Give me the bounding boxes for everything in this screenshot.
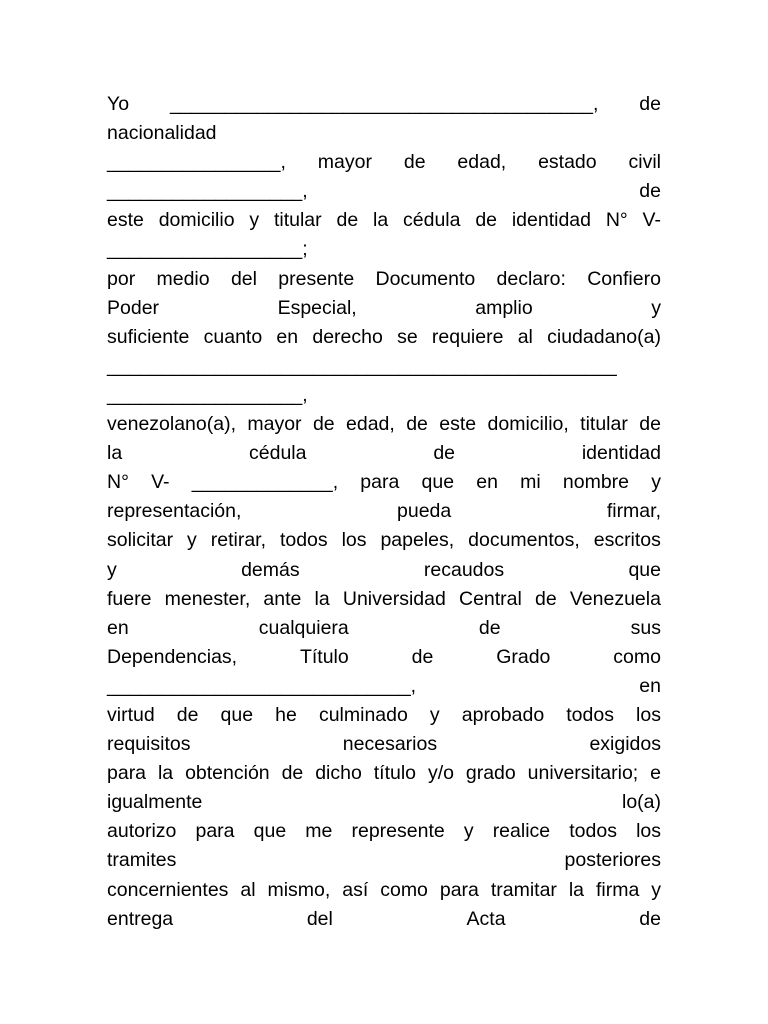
text-word: requisitos bbox=[107, 733, 191, 756]
text-word: la bbox=[107, 442, 123, 465]
text-line bbox=[107, 672, 661, 701]
text-word: Especial, bbox=[277, 296, 357, 319]
text-word: e bbox=[650, 762, 661, 785]
text-word: requiere bbox=[431, 325, 504, 348]
text-word: de bbox=[535, 587, 557, 610]
text-word: igualmente bbox=[107, 791, 203, 814]
text-word: y bbox=[463, 820, 474, 843]
text-word: ____________________________, bbox=[107, 674, 417, 697]
text-word: _______________________________________, bbox=[169, 93, 599, 115]
text-line bbox=[107, 410, 661, 439]
text-word: de bbox=[639, 413, 661, 436]
text-word: solicitar bbox=[107, 529, 174, 552]
text-word: retirar, bbox=[210, 529, 266, 552]
text-word: identidad bbox=[511, 209, 591, 232]
text-word: represente bbox=[351, 820, 445, 843]
text-line bbox=[107, 294, 661, 323]
text-word: al bbox=[517, 325, 533, 348]
text-line bbox=[107, 90, 661, 119]
text-word: y bbox=[429, 703, 440, 726]
text-word: Confiero bbox=[587, 267, 661, 290]
text-word: y bbox=[651, 878, 661, 901]
text-word: mi bbox=[520, 471, 541, 494]
text-word: los bbox=[636, 703, 661, 726]
text-word: la bbox=[373, 209, 389, 232]
text-word: civil bbox=[628, 151, 661, 174]
text-word: edad, bbox=[346, 413, 395, 436]
text-word: los bbox=[341, 529, 367, 552]
text-word: tramitar bbox=[490, 878, 557, 901]
text-word: por bbox=[107, 267, 136, 290]
text-word: concernientes bbox=[107, 878, 229, 901]
text-word: del bbox=[230, 267, 257, 290]
text-word: tramites bbox=[107, 849, 177, 872]
text-word: la bbox=[157, 762, 174, 785]
text-word: Yo bbox=[107, 93, 130, 115]
text-word: para bbox=[439, 878, 479, 901]
text-word: al bbox=[240, 878, 256, 901]
text-word: entrega bbox=[107, 907, 174, 930]
text-word: grado bbox=[465, 762, 516, 785]
text-word: virtud bbox=[107, 703, 155, 726]
text-word: este bbox=[439, 413, 477, 436]
text-word: y bbox=[651, 471, 661, 494]
text-word: Poder bbox=[107, 296, 160, 319]
text-line bbox=[107, 614, 661, 643]
text-word: de bbox=[639, 180, 661, 203]
text-word: titular bbox=[273, 209, 322, 232]
text-line bbox=[107, 439, 661, 468]
text-word: Documento bbox=[375, 267, 476, 290]
text-word: autorizo bbox=[107, 820, 177, 843]
text-word: nacionalidad bbox=[107, 122, 217, 145]
text-word: venezolano(a), bbox=[107, 413, 236, 436]
text-word: representación, bbox=[107, 500, 242, 523]
text-word: para bbox=[360, 471, 400, 494]
text-word: exigidos bbox=[589, 733, 661, 756]
text-word: derecho bbox=[312, 325, 383, 348]
text-word: cualquiera bbox=[258, 616, 349, 639]
text-word: N° bbox=[605, 209, 628, 232]
text-word: posteriores bbox=[564, 849, 661, 872]
text-word: para bbox=[195, 820, 235, 843]
text-word: edad, bbox=[457, 151, 507, 174]
text-word: los bbox=[636, 820, 661, 843]
text-word: firma bbox=[595, 878, 640, 901]
text-word: todos bbox=[279, 529, 328, 552]
text-word: mayor bbox=[247, 413, 302, 436]
text-line bbox=[107, 556, 661, 585]
text-word: Venezuela bbox=[569, 587, 661, 610]
text-line bbox=[107, 526, 661, 555]
text-word: para bbox=[107, 762, 147, 785]
text-word: sus bbox=[630, 616, 661, 639]
text-word: cédula bbox=[249, 442, 307, 465]
text-line bbox=[107, 643, 661, 672]
text-word: de bbox=[312, 413, 335, 436]
text-word: Universidad bbox=[342, 587, 446, 610]
text-word: aprobado bbox=[461, 703, 545, 726]
text-word: presente bbox=[278, 267, 355, 290]
text-word: suficiente bbox=[107, 325, 190, 348]
text-word: se bbox=[397, 325, 418, 348]
text-word: mayor bbox=[317, 151, 372, 174]
text-word: __________________, bbox=[107, 180, 308, 203]
text-word: universitario; bbox=[527, 762, 639, 785]
text-line bbox=[107, 759, 661, 788]
text-word: domicilio bbox=[158, 209, 235, 232]
text-word: título bbox=[373, 762, 417, 785]
text-word: y bbox=[107, 558, 117, 581]
text-word: amplio bbox=[475, 296, 533, 319]
text-word: Acta bbox=[466, 907, 506, 930]
text-word: declaro: bbox=[496, 267, 566, 290]
text-word: de bbox=[639, 907, 661, 930]
text-word: y bbox=[187, 529, 197, 552]
text-word: en bbox=[276, 325, 299, 348]
text-word: titular bbox=[580, 413, 628, 436]
text-line bbox=[107, 352, 661, 381]
text-line bbox=[107, 905, 661, 934]
text-word: de bbox=[406, 413, 428, 436]
text-line bbox=[107, 206, 661, 235]
text-word: domicilio, bbox=[487, 413, 569, 436]
text-word: de bbox=[433, 442, 456, 465]
text-line bbox=[107, 788, 661, 817]
text-word: de bbox=[411, 645, 434, 668]
text-word: que bbox=[421, 471, 455, 494]
text-word: que bbox=[253, 820, 287, 843]
text-word: todos bbox=[569, 820, 617, 843]
text-word: menester, bbox=[164, 587, 251, 610]
text-word: que bbox=[628, 558, 661, 581]
text-word: medio bbox=[156, 267, 210, 290]
text-word: de bbox=[403, 151, 426, 174]
text-word: de bbox=[478, 616, 501, 639]
text-line bbox=[107, 585, 661, 614]
text-word: de bbox=[475, 209, 498, 232]
text-word: demás bbox=[241, 558, 300, 581]
text-word: lo(a) bbox=[621, 791, 661, 814]
text-word: de bbox=[281, 762, 304, 785]
text-word: ante bbox=[263, 587, 302, 610]
text-word: dicho bbox=[315, 762, 362, 785]
text-word: _____________, bbox=[191, 471, 339, 494]
text-line bbox=[107, 381, 661, 410]
text-word: de bbox=[639, 93, 661, 115]
text-word: cédula bbox=[403, 209, 461, 232]
text-line bbox=[107, 730, 661, 759]
text-line bbox=[107, 323, 661, 352]
text-line bbox=[107, 177, 661, 206]
text-word: realice bbox=[492, 820, 551, 843]
text-word: N° bbox=[107, 471, 129, 494]
text-word: Grado bbox=[496, 645, 551, 668]
text-line bbox=[107, 265, 661, 294]
text-word: ________________, bbox=[107, 151, 286, 174]
text-word: culminado bbox=[318, 703, 408, 726]
text-word: documentos, bbox=[468, 529, 580, 552]
text-word: identidad bbox=[581, 442, 661, 465]
text-word: y bbox=[651, 296, 661, 319]
text-word: nombre bbox=[562, 471, 630, 494]
text-word: Central bbox=[458, 587, 522, 610]
text-line bbox=[107, 701, 661, 730]
text-word: he bbox=[275, 703, 297, 726]
text-word: V- bbox=[151, 471, 170, 494]
text-word: cuanto bbox=[203, 325, 263, 348]
text-word: del bbox=[306, 907, 333, 930]
text-word: este bbox=[107, 209, 144, 232]
text-word: como bbox=[613, 645, 661, 668]
text-word: __________________; bbox=[107, 238, 308, 261]
text-word: ciudadano(a) bbox=[547, 325, 661, 348]
text-word: necesarios bbox=[342, 733, 438, 756]
text-word: en bbox=[107, 616, 129, 639]
text-word: Título bbox=[299, 645, 349, 668]
text-word: recaudos bbox=[423, 558, 505, 581]
text-word: mismo, bbox=[267, 878, 331, 901]
text-word: pueda bbox=[397, 500, 452, 523]
text-word: todos bbox=[566, 703, 614, 726]
text-word: y bbox=[249, 209, 260, 232]
text-word: escritos bbox=[593, 529, 661, 552]
text-word: la bbox=[568, 878, 585, 901]
text-line bbox=[107, 148, 661, 177]
text-line bbox=[107, 119, 661, 148]
document-body bbox=[107, 90, 661, 934]
text-word: _______________________________________________ bbox=[107, 354, 617, 377]
text-word: papeles, bbox=[380, 529, 455, 552]
text-word: de bbox=[176, 703, 199, 726]
text-word: como bbox=[380, 878, 428, 901]
text-word: V- bbox=[642, 209, 661, 232]
text-word: __________________, bbox=[107, 383, 308, 406]
text-word: me bbox=[305, 820, 333, 843]
text-line bbox=[107, 846, 661, 875]
text-word: estado bbox=[538, 151, 597, 174]
text-word: que bbox=[220, 703, 254, 726]
text-word: obtención bbox=[185, 762, 270, 785]
text-word: la bbox=[314, 587, 330, 610]
text-line bbox=[107, 876, 661, 905]
text-word: así bbox=[342, 878, 369, 901]
text-word: en bbox=[476, 471, 498, 494]
text-word: Dependencias, bbox=[107, 645, 238, 668]
text-word: firmar, bbox=[606, 500, 661, 523]
text-line bbox=[107, 817, 661, 846]
text-line bbox=[107, 497, 661, 526]
text-line bbox=[107, 235, 661, 264]
text-word: de bbox=[336, 209, 359, 232]
text-word: fuere bbox=[107, 587, 152, 610]
text-word: en bbox=[639, 674, 661, 697]
text-line bbox=[107, 468, 661, 497]
text-word: y/o bbox=[427, 762, 454, 785]
